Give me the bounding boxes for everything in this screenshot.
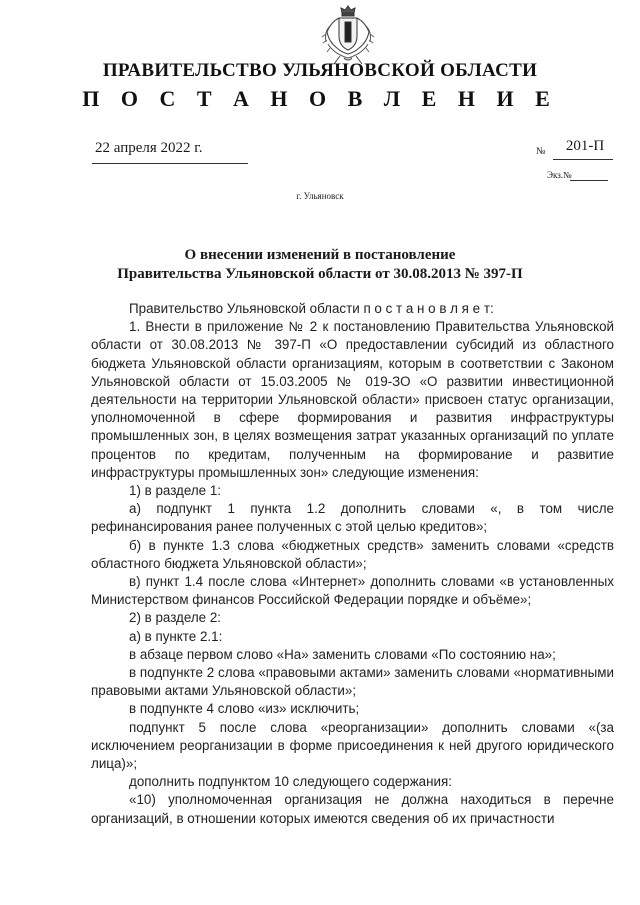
coat-of-arms-icon bbox=[318, 4, 378, 66]
document-number: 201-П bbox=[565, 138, 605, 154]
body-paragraph: а) в пункте 2.1: bbox=[129, 628, 223, 644]
body-paragraph: 2) в разделе 2: bbox=[129, 610, 222, 626]
number-label: № bbox=[536, 146, 546, 157]
body-paragraph: «10) уполномоченная организация не должна находиться в перечне организаций, в отношении которых имеются сведения об их причастности bbox=[91, 792, 614, 826]
city-name: г. Ульяновск bbox=[296, 191, 344, 201]
document-body bbox=[91, 300, 614, 828]
body-paragraph: б) в пункте 1.3 слова «бюджетных средств» заменить словами «средств областного бюджета Ульяновской области»; bbox=[91, 537, 614, 571]
body-paragraph: в подпункте 4 слово «из» исключить; bbox=[129, 701, 360, 717]
body-paragraph: в абзаце первом слово «На» заменить словами «По состоянию на»; bbox=[129, 646, 556, 662]
subject-line-2: Правительства Ульяновской области от 30.08.2013 № 397-П bbox=[117, 266, 523, 282]
document-type-title: П О С Т А Н О В Л Е Н И Е bbox=[82, 86, 558, 111]
body-paragraph: 1. Внести в приложение № 2 к постановлению Правительства Ульяновской области от 30.08.2013 № 397-П «О предоставлении субсидий из областного бюджета Ульяновской области организациям, которым в соответствии с Законом Ульяновской области от 15.03.2005 № 019-ЗО «О развитии инвестиционной деятельности на территории Ульяновской области» присвоен статус организации, уполномоченной в сфере формирования и развития инфраструктуры промышленных зон, в целях возмещения затрат указанных организаций по уплате процентов по кредитам, полученным на формирование и развитие инфраструктуры промышленных зон» следующие изменения: bbox=[91, 319, 614, 480]
body-paragraph: дополнить подпунктом 10 следующего содержания: bbox=[129, 774, 452, 790]
body-paragraph: 1) в разделе 1: bbox=[129, 483, 222, 499]
document-date: 22 апреля 2022 г. bbox=[95, 140, 203, 156]
body-paragraph: а) подпункт 1 пункта 1.2 дополнить словами «, в том числе рефинансирования ранее полученных с этой целью кредитов»; bbox=[91, 501, 614, 535]
date-underline bbox=[92, 163, 248, 164]
body-paragraph: Правительство Ульяновской области п о с т а н о в л я е т: bbox=[129, 301, 494, 316]
document-subject bbox=[0, 246, 640, 284]
number-underline bbox=[553, 159, 613, 160]
body-paragraph: в подпункте 2 слова «правовыми актами» заменить словами «нормативными правовыми актами Ульяновской области»; bbox=[91, 665, 614, 699]
subject-line-1: О внесении изменений в постановление bbox=[184, 247, 456, 263]
copy-number-underline bbox=[570, 180, 608, 181]
government-title: ПРАВИТЕЛЬСТВО УЛЬЯНОВСКОЙ ОБЛАСТИ bbox=[102, 60, 538, 81]
body-paragraph: подпункт 5 после слова «реорганизации» дополнить словами «(за исключением реорганизации в форме присоединения к ней другого юридического лица)»; bbox=[91, 719, 614, 772]
copy-number-label: Экз.№ bbox=[547, 170, 572, 180]
body-paragraph: в) пункт 1.4 после слова «Интернет» дополнить словами «в установленных Министерством финансов Российской Федерации порядке и объёме»; bbox=[91, 574, 614, 608]
